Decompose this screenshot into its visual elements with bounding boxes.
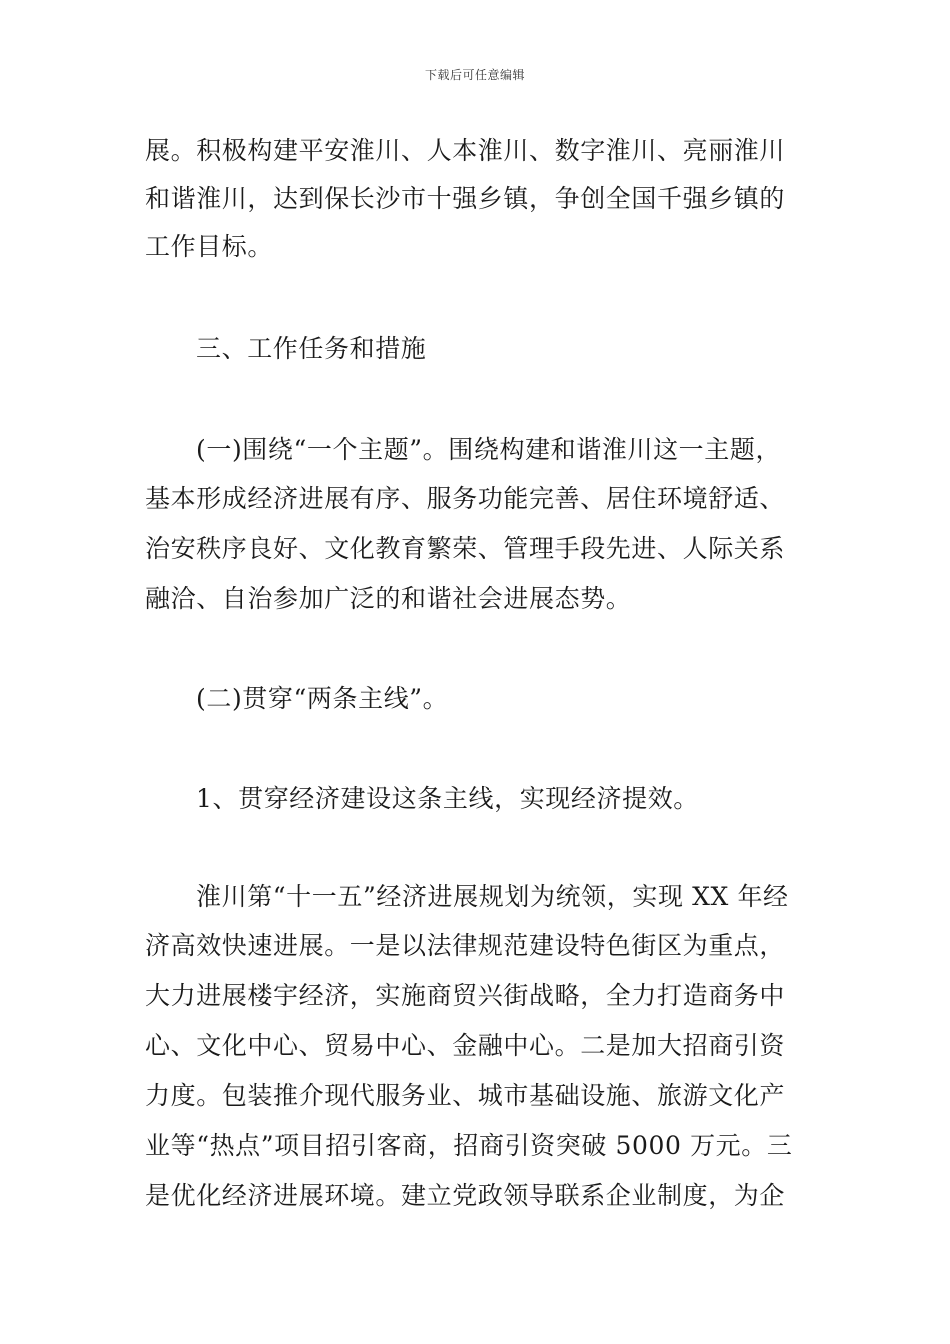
paragraph-line: 大力进展楼宇经济，实施商贸兴街战略，全力打造商务中 [145, 981, 786, 1010]
paragraph-line: 力度。包装推介现代服务业、城市基础设施、旅游文化产 [145, 1081, 786, 1110]
paragraph-line: 济高效快速进展。一是以法律规范建设特色街区为重点， [145, 931, 786, 960]
subsection-heading: (二)贯穿“两条主线”。 [196, 684, 449, 713]
paragraph-line: 是优化经济进展环境。建立党政领导联系企业制度，为企 [145, 1181, 786, 1210]
paragraph-line: 工作目标。 [145, 232, 274, 261]
paragraph-line: 和谐淮川，达到保长沙市十强乡镇，争创全国千强乡镇的 [145, 184, 786, 213]
subsection-heading: 1、贯穿经济建设这条主线，实现经济提效。 [196, 784, 699, 813]
paragraph-line: 治安秩序良好、文化教育繁荣、管理手段先进、人际关系 [145, 534, 786, 563]
paragraph-line: 心、文化中心、贸易中心、金融中心。二是加大招商引资 [145, 1031, 786, 1060]
paragraph-line: 基本形成经济进展有序、服务功能完善、居住环境舒适、 [145, 484, 786, 513]
paragraph-line: (一)围绕“一个主题”。围绕构建和谐淮川这一主题， [196, 435, 782, 464]
paragraph-line: 融洽、自治参加广泛的和谐社会进展态势。 [145, 584, 632, 613]
section-heading: 三、工作任务和措施 [196, 334, 427, 363]
page-header: 下载后可任意编辑 [424, 68, 525, 82]
paragraph-line: 展。积极构建平安淮川、人本淮川、数字淮川、亮丽淮川 [145, 136, 786, 165]
paragraph-line: 淮川第“十一五”经济进展规划为统领，实现 XX 年经 [196, 882, 789, 911]
paragraph-line: 业等“热点”项目招引客商，招商引资突破 5000 万元。三 [145, 1131, 793, 1160]
